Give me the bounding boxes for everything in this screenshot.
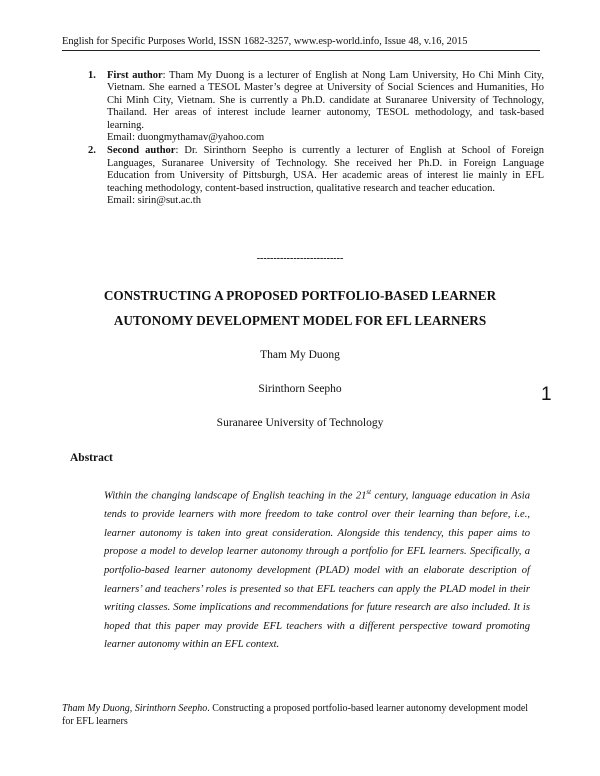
author-label: Second author — [107, 145, 176, 157]
author-number: 1. — [88, 70, 96, 81]
abstract-text-rest: century, language education in Asia tends to provide learners with more freedom to take control over their learning than before, i.e., learner autonomy is taken into great consideration. Alongside this tendency, this paper aims to propose a model to develop learner autonomy through a portfolio for EFL learners. Specifically, a portfolio-based learner autonomy development (PLAD) model with an elaborate description of learners’ and teachers’ roles is presented so that EFL teachers can apply the PLAD model in their writing classes. Some implications and recommendations for future research are also included. It is hoped that this paper may provide EFL teachers with a different perspective toward promoting learner autonomy within an EFL context. — [104, 490, 530, 651]
paper-title-line-2: AUTONOMY DEVELOPMENT MODEL FOR EFL LEARNERS — [113, 313, 487, 328]
running-header: English for Specific Purposes World, ISSN 1682-3257, www.esp-world.info, Issue 48, v.16, 2015 — [62, 36, 540, 51]
abstract-superscript: st — [366, 488, 372, 496]
abstract-heading: Abstract — [70, 452, 113, 464]
author-email: Email: duongmythamav@yahoo.com — [107, 132, 265, 144]
author-label: First author — [107, 70, 163, 81]
author-note-2 — [88, 145, 544, 207]
author-number: 2. — [88, 145, 96, 157]
page-footer — [62, 703, 532, 728]
byline-affiliation: Suranaree University of Technology — [216, 417, 384, 429]
byline-author-2: Sirinthorn Seepho — [258, 383, 342, 395]
paper-title-line-1: CONSTRUCTING A PROPOSED PORTFOLIO-BASED LEARNER — [103, 288, 497, 303]
footer-citation: . Constructing a proposed portfolio-based learner autonomy development model for EFL learners — [62, 703, 529, 727]
author-bio: : Tham My Duong is a lecturer of English at Nong Lam University, Ho Chi Minh City, Vietnam. She earned a TESOL Master’s degree at University of Social Sciences and Humanities, Ho Chi Minh City, Vietnam. She is currently a Ph.D. candidate at Suranaree University of Technology, Thailand. Her areas of interest include learner autonomy, TESOL methodology, and task-based learning. — [107, 70, 544, 131]
footer-authors: Tham My Duong, Sirinthorn Seepho — [62, 703, 208, 714]
author-bio: : Dr. Sirinthorn Seepho is currently a lecturer of English at School of Foreign Languages, Suranaree University of Technology. She received her Ph.D. in Foreign Language Education from University of Pittsburgh, USA. Her academic areas of interest lie mainly in EFL teaching methodology, content-based instruction, qualitative research and teacher education. — [107, 145, 544, 194]
author-email: Email: sirin@sut.ac.th — [107, 195, 201, 207]
page-number: 1 — [541, 384, 552, 405]
author-note-1 — [88, 70, 544, 144]
separator-line: -------------------------- — [256, 253, 344, 264]
byline-author-1: Tham My Duong — [260, 349, 340, 361]
abstract-body — [104, 483, 530, 655]
abstract-text-start: Within the changing landscape of English teaching in the 21 — [104, 490, 367, 502]
author-notes — [88, 70, 544, 208]
